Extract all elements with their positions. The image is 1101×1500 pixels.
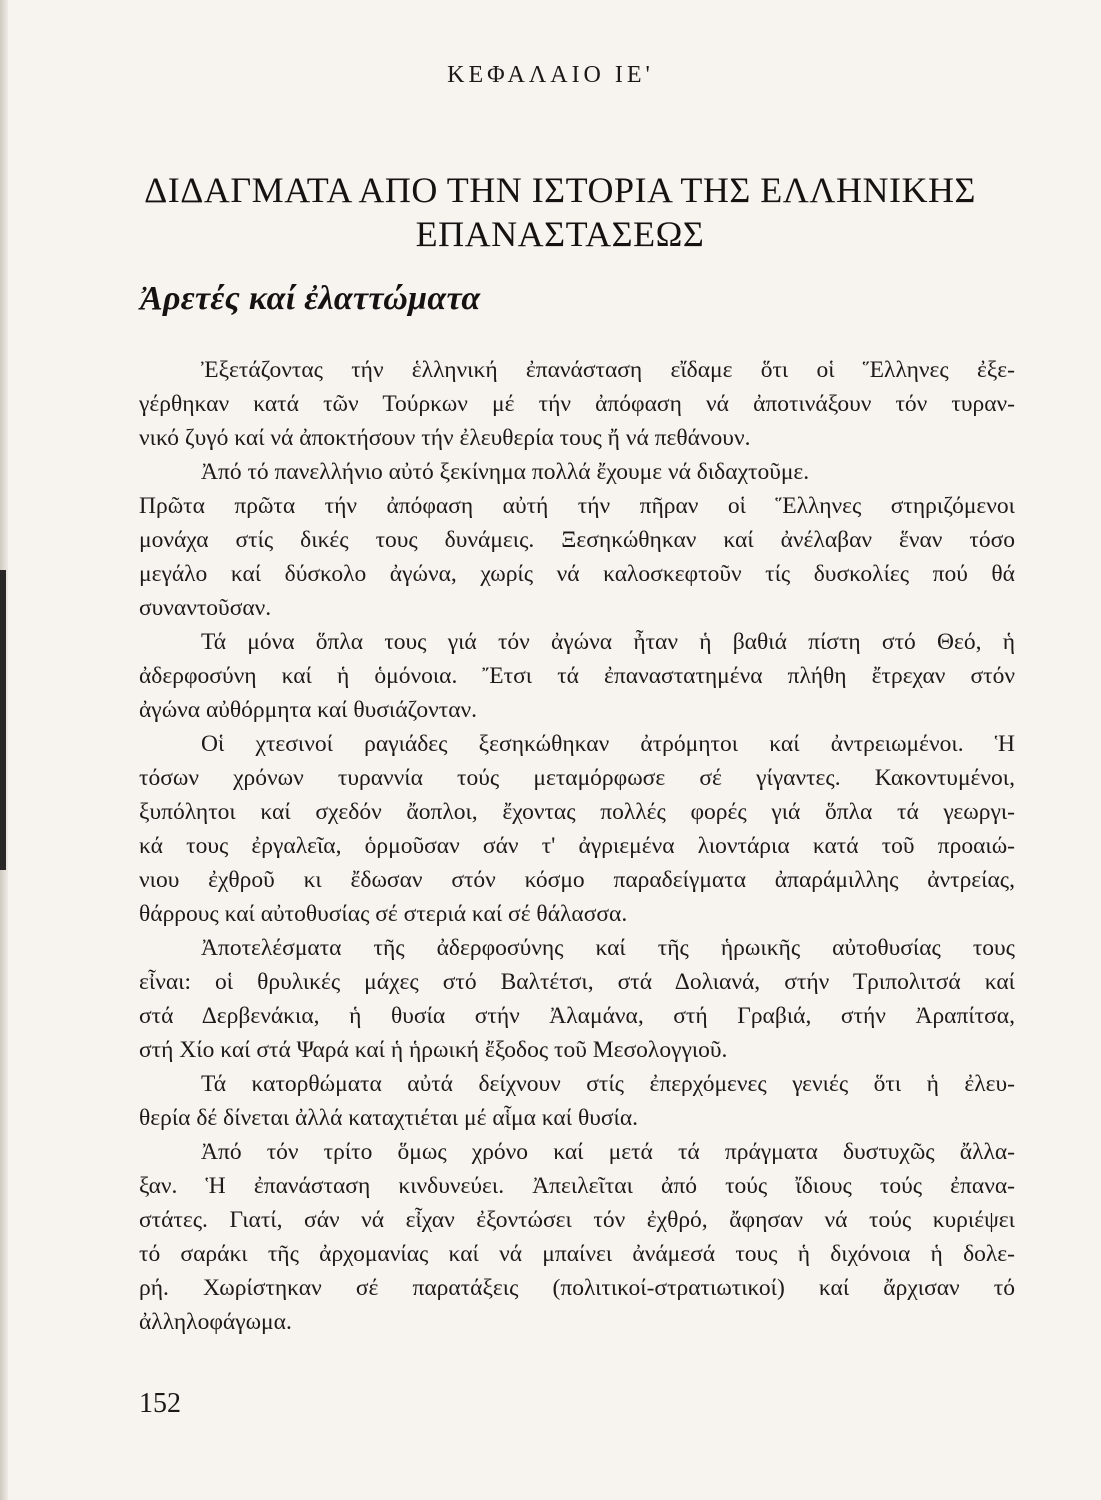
text-line: νικό ζυγό καί νά ἀποκτήσουν τήν ἐλευθερία τους ἤ νά πεθάνουν. [139,425,751,451]
text-line: τόσων χρόνων τυραννία τούς μεταμόρφωσε σέ γίγαντες. Κακοντυμένοι, [139,765,1015,791]
text-line: θερία δέ δίνεται ἀλλά καταχτιέται μέ αἷμα καί θυσία. [139,1105,639,1131]
text-line: Πρῶτα πρῶτα τήν ἀπόφαση αὐτή τήν πῆραν οἱ Ἕλληνες στηριζόμενοι [139,493,1015,519]
paragraph [139,455,1015,625]
text-line: γέρθηκαν κατά τῶν Τούρκων μέ τήν ἀπόφαση νά ἀποτινάξουν τόν τυραν- [139,391,1015,417]
page-number: 152 [139,1388,181,1419]
paragraph [139,625,1015,727]
text-line: ἀδερφοσύνη καί ἡ ὁμόνοια. Ἔτσι τά ἐπαναστατημένα πλήθη ἔτρεχαν στόν [139,663,1015,689]
chapter-heading: ΚΕΦΑΛΑΙΟ ΙΕ' [447,62,654,88]
paragraph [139,931,1015,1067]
paragraph [139,1135,1015,1339]
text-line: μονάχα στίς δικές τους δυνάμεις. Ξεσηκώθηκαν καί ἀνέλαβαν ἕναν τόσο [139,527,1015,553]
text-line: εἶναι: οἱ θρυλικές μάχες στό Βαλτέτσι, στά Δολιανά, στήν Τριπολιτσά καί [139,969,1015,995]
text-line: συναντοῦσαν. [139,595,272,621]
text-line: ξαν. Ἡ ἐπανάσταση κινδυνεύει. Ἀπειλεῖται ἀπό τούς ἴδιους τούς ἐπανα- [139,1173,1015,1199]
text-line: νιου ἐχθροῦ κι ἔδωσαν στόν κόσμο παραδείγματα ἀπαράμιλλης ἀντρείας, [139,867,1015,893]
text-line: στάτες. Γιατί, σάν νά εἶχαν ἐξοντώσει τόν ἐχθρό, ἄφησαν νά τούς κυριέψει [139,1207,1015,1233]
text-line: τό σαράκι τῆς ἀρχομανίας καί νά μπαίνει ἀνάμεσά τους ἡ διχόνοια ἡ δολε- [139,1241,1015,1267]
text-line: Τά κατορθώματα αὐτά δείχνουν στίς ἐπερχόμενες γενιές ὅτι ἡ ἐλευ- [201,1071,1015,1097]
page-title [60,168,1060,256]
text-line: Ἀπό τόν τρίτο ὅμως χρόνο καί μετά τά πράγματα δυστυχῶς ἄλλα- [201,1139,1015,1165]
text-line: Ἀπό τό πανελλήνιο αὐτό ξεκίνημα πολλά ἔχουμε νά διδαχτοῦμε. [201,459,810,485]
section-subtitle: Ἀρετές καί ἐλαττώματα [140,280,481,317]
text-line: ρή. Χωρίστηκαν σέ παρατάξεις (πολιτικοί-στρατιωτικοί) καί ἄρχισαν τό [139,1275,1015,1301]
text-line: Οἱ χτεσινοί ραγιάδες ξεσηκώθηκαν ἀτρόμητοι καί ἀντρειωμένοι. Ἡ [201,731,1015,757]
text-line: κά τους ἐργαλεῖα, ὁρμοῦσαν σάν τ' ἀγριεμένα λιοντάρια κατά τοῦ προαιώ- [139,833,1015,859]
text-line: Τά μόνα ὅπλα τους γιά τόν ἀγώνα ἦταν ἡ βαθιά πίστη στό Θεό, ἡ [201,629,1015,655]
text-line: στά Δερβενάκια, ἡ θυσία στήν Ἀλαμάνα, στή Γραβιά, στήν Ἀραπίτσα, [139,1003,1015,1029]
text-line: στή Χίο καί στά Ψαρά καί ἡ ἡρωική ἔξοδος τοῦ Μεσολογγιοῦ. [139,1037,728,1063]
paragraph [139,353,1015,455]
margin-mark [0,570,6,870]
title-line: ΔΙΔΑΓΜΑΤΑ ΑΠΟ ΤΗΝ ΙΣΤΟΡΙΑ ΤΗΣ ΕΛΛΗΝΙΚΗΣ [144,170,976,210]
title-line: ΕΠΑΝΑΣΤΑΣΕΩΣ [415,214,705,254]
text-line: ξυπόλητοι καί σχεδόν ἄοπλοι, ἔχοντας πολλές φορές γιά ὅπλα τά γεωργι- [139,799,1015,825]
text-line: Ἐξετάζοντας τήν ἑλληνική ἐπανάσταση εἴδαμε ὅτι οἱ Ἕλληνες ἐξε- [201,357,1015,383]
text-line: μεγάλο καί δύσκολο ἀγώνα, χωρίς νά καλοσκεφτοῦν τίς δυσκολίες πού θά [139,561,1015,587]
text-line: θάρρους καί αὐτοθυσίας σέ στεριά καί σέ θάλασσα. [139,901,628,927]
text-line: Ἀποτελέσματα τῆς ἀδερφοσύνης καί τῆς ἡρωικῆς αὐτοθυσίας τους [201,935,1015,961]
paragraph [139,1067,1015,1135]
text-line: ἀγώνα αὐθόρμητα καί θυσιάζονταν. [139,697,478,723]
text-line: ἀλληλοφάγωμα. [139,1309,292,1335]
paragraph [139,727,1015,931]
body-text [139,353,1015,1339]
